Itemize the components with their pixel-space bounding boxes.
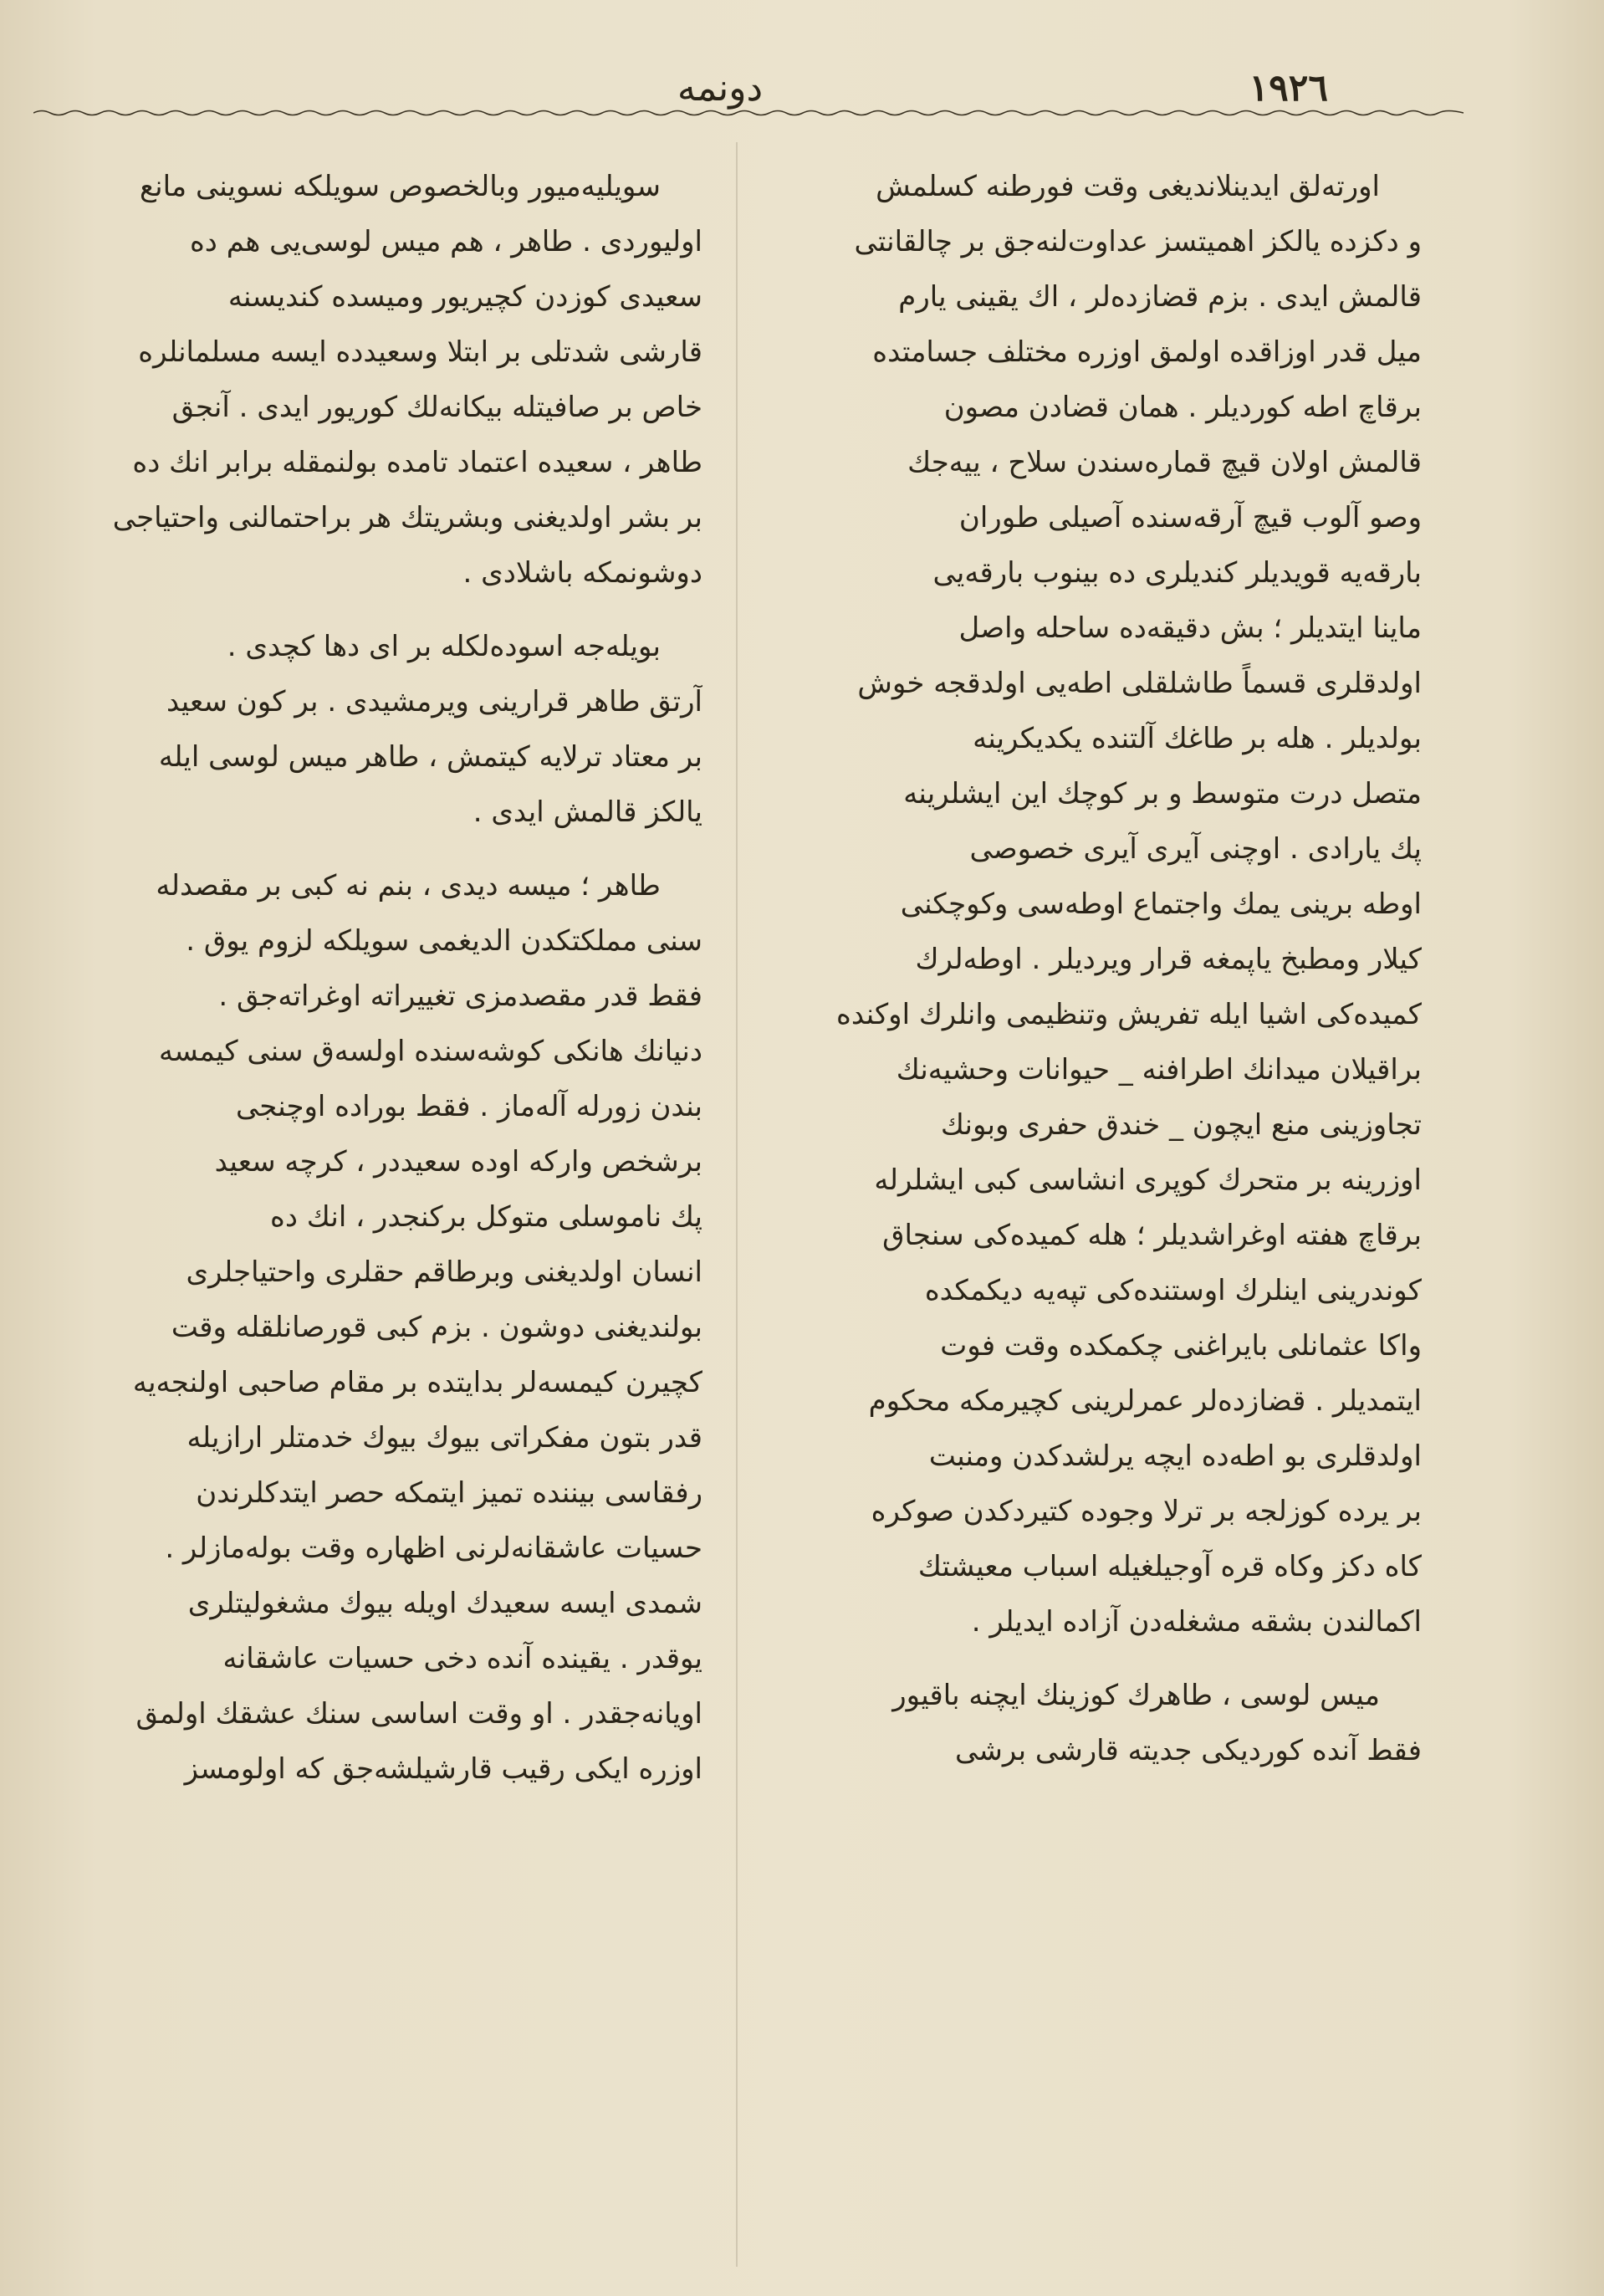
text-line: اوزرینه بر متحرك کوپری انشاسی کبی ایشلرله — [874, 1163, 1422, 1197]
running-title: دونمه — [677, 67, 764, 110]
text-line: طاهر ؛ میسه دیدی ، بنم نه کبی بر مقصدله — [156, 869, 661, 903]
text-line: سویلیه‌میور وبالخصوص سویلکه نسوینی مانع — [140, 170, 661, 203]
text-line: اولدقلری بو اطه‌ده ایچه یرلشدکدن ومنبت — [928, 1439, 1422, 1473]
text-line: و دکزده یالکز اهمیتسز عداوت‌لنه‌جق بر چالقانتی — [854, 225, 1422, 258]
text-line: خاص بر صافیتله بیکانه‌لك کوریور ایدی . آنجق — [171, 391, 702, 424]
text-line: بندن زورله آله‌ماز . فقط بوراده اوچنجی — [235, 1090, 702, 1123]
text-line: کیلار ومطبخ یاپمغه قرار ویردیلر . اوطه‌لرك — [915, 943, 1422, 976]
paragraph — [769, 1668, 1422, 1778]
text-line: بر معتاد ترلایه کیتمش ، طاهر میس لوسی ایله — [158, 740, 702, 774]
text-line: دنیانك هانکی کوشه‌سنده اولسه‌ق سنی کیمسه — [158, 1035, 702, 1068]
text-line: متصل درت متوسط و بر کوچك این ایشلرینه — [903, 777, 1422, 811]
text-line: وصو آلوب قیچ آرقه‌سنده آصیلی طوران — [958, 501, 1422, 534]
text-line: بولدیلر . هله بر طاغك آلتنده یکدیکرینه — [973, 722, 1422, 755]
text-line: قدر بتون مفکراتی بیوك بیوك خدمتلر ارازیله — [186, 1421, 702, 1455]
text-line: میس لوسی ، طاهرك کوزینك ایچنه باقیور — [892, 1679, 1380, 1712]
text-line: پك یارادی . اوچنی آیری آیری خصوصی — [969, 832, 1422, 866]
text-line: رفقاسی بیننده تمیز ایتمکه حصر ایتدکلرندن — [196, 1476, 702, 1510]
text-line: انسان اولدیغنی وبرطاقم حقلری واحتیاجلری — [186, 1255, 702, 1289]
text-line: بارقه‌یه قویدیلر کندیلری ده بینوب بارقه‌یی — [932, 556, 1422, 590]
text-line: یوقدر . یقینده آنده دخی حسیات عاشقانه — [222, 1642, 702, 1675]
text-line: اویانه‌جقدر . او وقت اساسی سنك عشقك اولمق — [135, 1697, 702, 1731]
text-line: پك ناموسلی متوکل برکنجدر ، انك ده — [270, 1200, 702, 1234]
text-line: قالمش اولان قیچ قماره‌سندن سلاح ، ییه‌جك — [907, 446, 1422, 479]
text-line: کچیرن کیمسه‌لر بدایتده بر مقام صاحبی اولنجه‌یه — [132, 1366, 702, 1399]
text-line: برقاچ اطه کوردیلر . همان قضادن مصون — [943, 391, 1422, 424]
text-line: اورته‌لق ایدینلاندیغی وقت فورطنه کسلمش — [876, 170, 1380, 203]
text-line: اوطه برینی یمك واجتماع اوطه‌سی وکوچکنی — [900, 887, 1422, 921]
text-line: شمدی ایسه سعیدك اویله بیوك مشغولیتلری — [187, 1587, 702, 1620]
column-divider — [736, 142, 738, 2267]
paragraph — [769, 159, 1422, 1649]
text-line: سنی مملکتکدن الدیغمی سویلکه لزوم یوق . — [186, 924, 702, 958]
text-line: یالکز قالمش ایدی . — [473, 795, 702, 829]
text-line: برقاچ هفته اوغراشدیلر ؛ هله کمیده‌کی سنجاق — [882, 1219, 1422, 1252]
text-line: اکمالندن بشقه مشغله‌دن آزاده ایدیلر . — [971, 1605, 1422, 1639]
text-line: واکا عثمانلی بایراغنی چکمکده وقت فوت — [940, 1329, 1422, 1363]
text-line: بولندیغنی دوشون . بزم کبی قورصانلقله وقت — [171, 1311, 702, 1344]
text-line: طاهر ، سعیده اعتماد تامده بولنمقله برابر انك ده — [132, 446, 702, 479]
text-line: سعیدی کوزدن کچیریور ومیسده کندیسنه — [227, 280, 702, 314]
text-line: برشخص وارکه اوده سعیددر ، کرچه سعید — [214, 1145, 702, 1179]
text-line: فقط قدر مقصدمزی تغییراته اوغراته‌جق . — [218, 979, 702, 1013]
text-line: اولدقلری قسماً طاشلقلی اطه‌یی اولدقجه خوش — [857, 667, 1422, 700]
text-line: ایتمدیلر . قضازده‌لر عمرلرینی کچیرمکه محکوم — [868, 1384, 1422, 1418]
text-line: قالمش ایدی . بزم قضازده‌لر ، اك یقینی یارم — [898, 280, 1422, 314]
page-number: ١٩٢٦ — [1249, 67, 1328, 110]
paragraph — [50, 619, 702, 840]
text-line: بویله‌جه اسوده‌لکله بر ای دها کچدی . — [227, 630, 661, 663]
left-column — [50, 159, 702, 1797]
text-line: اولیوردی . طاهر ، هم میس لوسی‌یی هم ده — [189, 225, 702, 258]
text-line: بر یرده کوزلجه بر ترلا وجوده کتیردکدن صوکره — [871, 1495, 1422, 1528]
text-line: میل قدر اوزاقده اولمق اوزره مختلف جسامتده — [872, 335, 1422, 369]
text-line: کوندرینی اینلرك اوستنده‌کی تپه‌یه دیکمکده — [924, 1274, 1422, 1307]
text-line: براقیلان میدانك اطرافنه _ حیوانات وحشیه‌نك — [896, 1053, 1422, 1087]
text-line: تجاوزینی منع ایچون _ خندق حفری وبونك — [940, 1108, 1422, 1142]
text-line: اوزره ایکی رقیب قارشیلشه‌جق که اولومسز — [184, 1752, 702, 1786]
text-line: آرتق طاهر قرارینی ویرمشیدی . بر کون سعید — [166, 685, 702, 718]
text-line: فقط آنده کوردیکی جدیته قارشی برشی — [955, 1734, 1422, 1767]
header-rule — [33, 107, 1464, 119]
text-line: حسیات عاشقانه‌لرنی اظهاره وقت بوله‌مازلر . — [165, 1532, 702, 1565]
text-line: قارشی شدتلی بر ابتلا وسعیدده ایسه مسلمانلره — [138, 335, 702, 369]
text-line: ماینا ایتدیلر ؛ بش دقیقه‌ده ساحله واصل — [958, 611, 1422, 645]
paragraph — [50, 858, 702, 1797]
text-line: دوشونمکه باشلادی . — [462, 556, 702, 590]
right-column — [769, 159, 1422, 1778]
text-line: کمیده‌کی اشیا ایله تفریش وتنظیمی وانلرك اوکنده — [836, 998, 1422, 1031]
text-line: بر بشر اولدیغنی وبشریتك هر براحتمالنی واحتیاجی — [112, 501, 702, 534]
paragraph — [50, 159, 702, 601]
text-line: کاه دکز وکاه قره آوجیلغیله اسباب معیشتك — [917, 1550, 1422, 1583]
